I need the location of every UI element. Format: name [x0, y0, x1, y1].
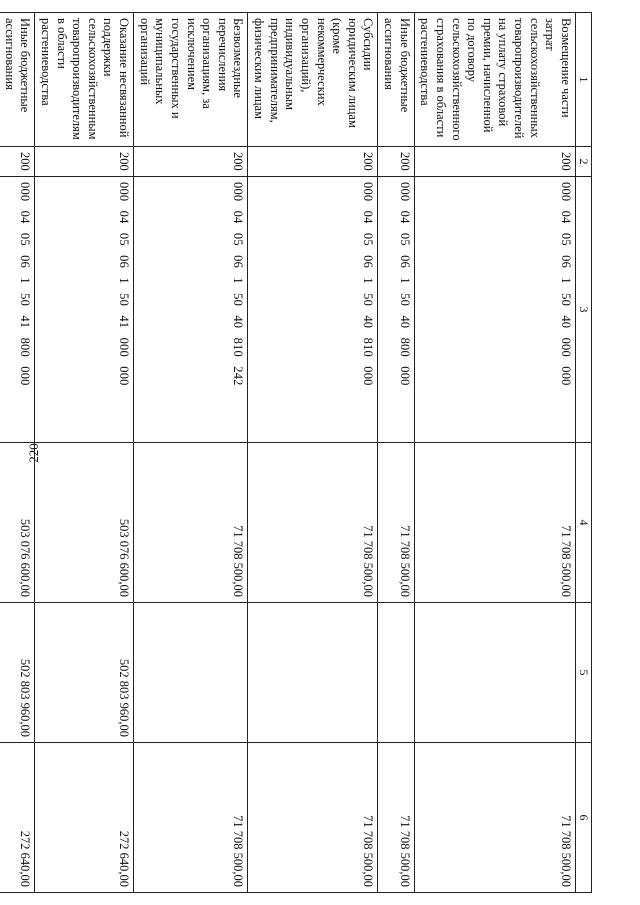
row-code-cell: 000 04 05 06 1 50 40 000 000 [414, 177, 575, 443]
row-col6-cell: 71 708 500,00 [414, 743, 575, 893]
row-code-cell: 000 04 05 06 1 50 41 800 000 [0, 177, 35, 443]
row-col6-cell: 272 640,00 [35, 743, 134, 893]
row-col5-cell: 502 803 960,00 [35, 603, 134, 743]
header-col-2: 2 [576, 147, 592, 177]
row-name-cell: Возмещение части затрат сельскохозяйственных товаропроизводителей на уплату страховой премии, начисленной по договору сельскохозяйственного страхования в области растениеводства [414, 13, 575, 147]
row-admin-cell: 200 [248, 147, 378, 177]
row-name-cell: Иные бюджетные ассигнования [0, 13, 35, 147]
table-header-row [576, 13, 592, 893]
header-col-4: 4 [576, 443, 592, 603]
table-row [35, 13, 134, 893]
row-col4-cell: 71 708 500,00 [378, 443, 414, 603]
row-col5-cell [378, 603, 414, 743]
row-col6-cell: 71 708 500,00 [134, 743, 248, 893]
row-col6-cell: 71 708 500,00 [248, 743, 378, 893]
row-admin-cell: 200 [134, 147, 248, 177]
table-row [378, 13, 414, 893]
row-code-cell: 000 04 05 06 1 50 40 810 242 [134, 177, 248, 443]
row-col6-cell: 272 640,00 [0, 743, 35, 893]
row-admin-cell: 200 [414, 147, 575, 177]
header-col-1: 1 [576, 13, 592, 147]
row-code-cell: 000 04 05 06 1 50 40 810 000 [248, 177, 378, 443]
row-col5-cell: 502 803 960,00 [0, 603, 35, 743]
table-row [134, 13, 248, 893]
table-row [414, 13, 575, 893]
table-row [248, 13, 378, 893]
row-col6-cell: 71 708 500,00 [378, 743, 414, 893]
row-code-cell: 000 04 05 06 1 50 40 800 000 [378, 177, 414, 443]
row-name-cell: Безвозмездные перечисления организациям, за исключением государственных и муниципальных организаций [134, 13, 248, 147]
row-name-cell: Иные бюджетные ассигнования [378, 13, 414, 147]
row-code-cell: 000 04 05 06 1 50 41 000 000 [35, 177, 134, 443]
row-col4-cell: 503 076 600,00 [35, 443, 134, 603]
row-admin-cell: 200 [0, 147, 35, 177]
header-col-6: 6 [576, 743, 592, 893]
budget-table-body [0, 13, 592, 893]
budget-table [0, 12, 592, 893]
row-col4-cell: 503 076 600,00 [0, 443, 35, 603]
row-col4-cell: 71 708 500,00 [414, 443, 575, 603]
row-col5-cell [134, 603, 248, 743]
header-col-5: 5 [576, 603, 592, 743]
row-name-cell: Субсидии юридическим лицам (кроме некоммерческих организаций), индивидуальным предпринимателям, физическим лицам [248, 13, 378, 147]
row-col5-cell [414, 603, 575, 743]
page-number: 220 [26, 443, 41, 463]
row-name-cell: Оказание несвязанной поддержки сельскохозяйственным товаропроизводителям в области растениеводства [35, 13, 134, 147]
row-col4-cell: 71 708 500,00 [248, 443, 378, 603]
row-col5-cell [248, 603, 378, 743]
header-col-3: 3 [576, 177, 592, 443]
row-admin-cell: 200 [35, 147, 134, 177]
table-row [0, 13, 35, 893]
row-admin-cell: 200 [378, 147, 414, 177]
row-col4-cell: 71 708 500,00 [134, 443, 248, 603]
